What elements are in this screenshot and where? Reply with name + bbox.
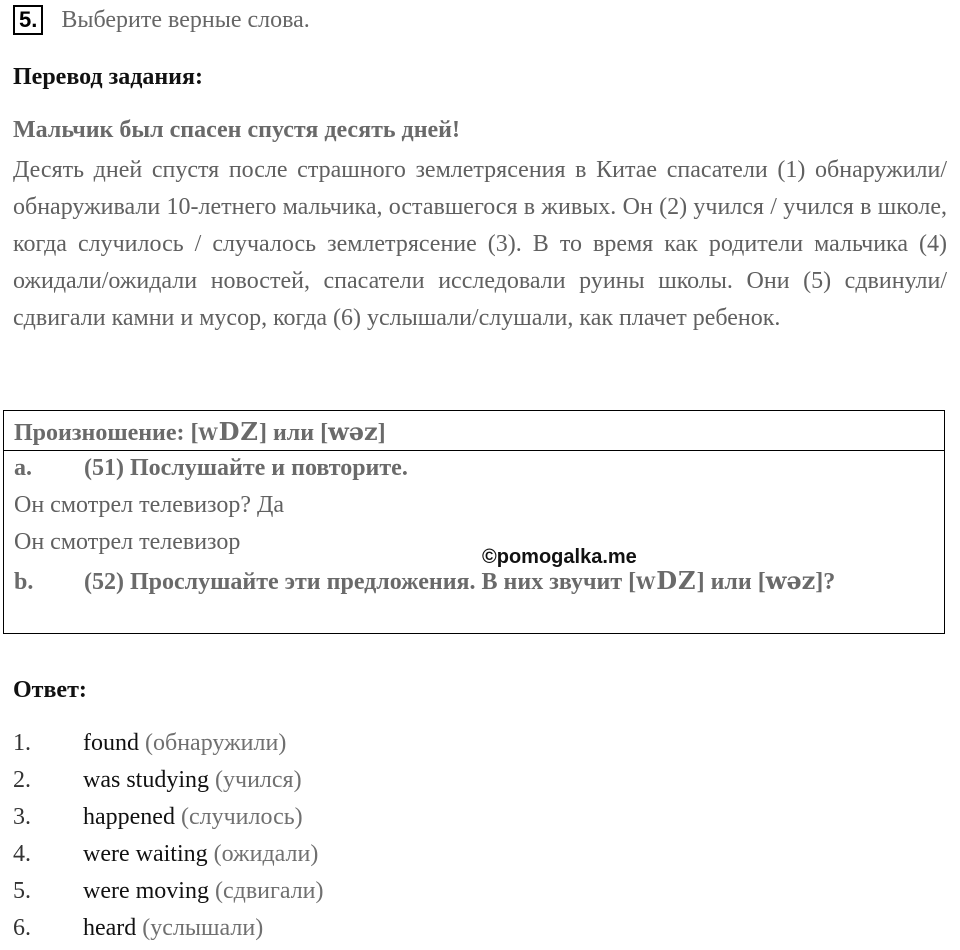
item-a-letter: a. — [14, 455, 32, 481]
answer-heading: Ответ: — [13, 677, 87, 703]
answer-english: were waiting — [83, 841, 208, 867]
translation-heading: Перевод задания: — [13, 64, 203, 90]
item-b — [14, 566, 835, 596]
pronunciation-title-mid: ] или [ — [258, 420, 329, 446]
answer-english: found — [83, 730, 139, 756]
answer-english: was studying — [83, 767, 209, 793]
answer-russian: (ожидали) — [213, 841, 319, 867]
pronunciation-box — [3, 410, 945, 634]
example-line-1: Он смотрел телевизор? Да — [14, 492, 285, 518]
pronunciation-title-prefix: Произношение: [ — [14, 420, 199, 446]
answer-number: 2. — [13, 767, 31, 793]
story-text: Десять дней спустя после страшного землетрясения в Китае спасатели (1) обнаружили/ обнаруживали 10-летнего мальчика, оставшегося в живых. Он (2) учился / учился в школе, когда случилось / случалось землетрясение (3). В то время как родители мальчика (4) ожидали/ожидали новостей, спасатели исследовали руины школы. Они (5) сдвинули/ сдвигали камни и мусор, когда (6) услышали/слушали, как плачет ребенок. — [13, 157, 947, 331]
example-line-2: Он смотрел телевизор — [14, 529, 241, 555]
item-b-suffix: ]? — [815, 569, 836, 595]
list-item — [13, 804, 303, 831]
task-header — [13, 4, 310, 36]
answer-number: 3. — [13, 804, 31, 830]
list-item — [13, 767, 302, 794]
answer-number: 4. — [13, 841, 31, 867]
item-b-ipa-wdz: wDZ — [636, 566, 697, 595]
item-a-text: (51) Послушайте и повторите. — [84, 455, 408, 481]
item-b-text: (52) Прослушайте эти предложения. В них звучит [ — [84, 569, 637, 595]
pronunciation-title-row — [4, 411, 944, 451]
answer-number: 5. — [13, 878, 31, 904]
task-number: 5. — [13, 5, 43, 35]
list-item — [13, 878, 324, 905]
answer-english: were moving — [83, 878, 209, 904]
answer-english: heard — [83, 915, 137, 941]
list-item — [13, 730, 286, 757]
item-a — [14, 455, 408, 482]
answer-russian: (услышали) — [142, 915, 264, 941]
list-item — [13, 841, 318, 868]
answer-number: 6. — [13, 915, 31, 941]
ipa-waz: wəz — [328, 417, 378, 446]
story-title: Мальчик был спасен спустя десять дней! — [13, 117, 460, 143]
answer-russian: (учился) — [215, 767, 302, 793]
pronunciation-title-suffix: ] — [377, 420, 386, 446]
item-b-letter: b. — [14, 569, 34, 595]
pronunciation-title — [14, 417, 386, 447]
item-b-ipa-waz: wəz — [765, 566, 816, 595]
ipa-wdz: wDZ — [198, 417, 259, 446]
answer-russian: (сдвигали) — [214, 878, 324, 904]
answer-russian: (случилось) — [180, 804, 303, 830]
task-instruction: Выберите верные слова. — [61, 6, 310, 33]
watermark: ©pomogalka.me — [482, 546, 637, 568]
answer-english: happened — [83, 804, 175, 830]
list-item — [13, 915, 263, 942]
answer-number: 1. — [13, 730, 31, 756]
item-b-mid: ] или [ — [696, 569, 766, 595]
answer-russian: (обнаружили) — [145, 730, 287, 756]
